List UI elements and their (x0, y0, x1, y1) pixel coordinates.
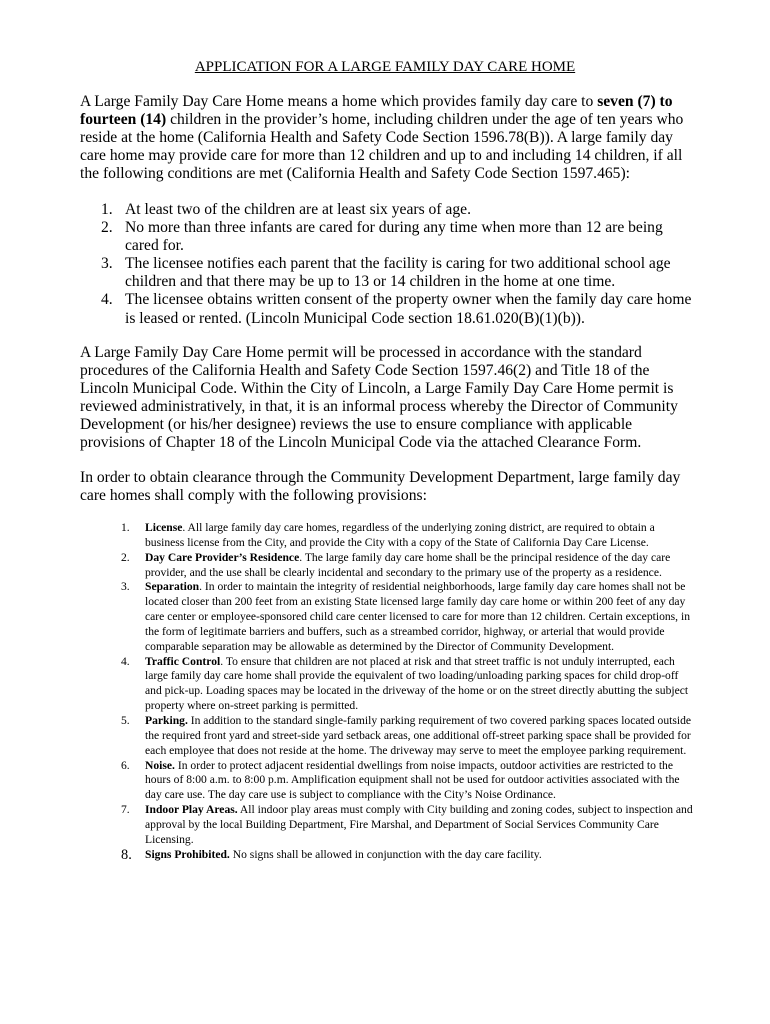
list-item (80, 848, 696, 863)
provision-heading: License (145, 521, 183, 534)
provision-text: . To ensure that children are not placed at risk and that street traffic is not unduly interrupted, each large family day care home shall provide the equivalent of two loading/unloading parking spaces for child drop-off and pick-up. Loading spaces may be located in the driveway of the home or on the street directly abutting the subject property where on-street parking is permitted. (145, 654, 689, 713)
list-number: 5. (121, 713, 130, 727)
clearance-paragraph: In order to obtain clearance through the Community Development Department, large family day care homes shall comply with the following provisions: (80, 469, 681, 505)
list-item (80, 759, 696, 804)
provision-text: In addition to the standard single-family parking requirement of two covered parking spaces located outside the required front yard and street-side yard setback areas, one additional off-street parking space shall be provided for each employee that does not reside at the home. The driveway may serve to meet the employee parking requirement. (145, 713, 692, 757)
list-item (80, 201, 696, 219)
provision-heading: Noise. (145, 758, 175, 772)
list-item (80, 655, 696, 714)
provision-text: In order to protect adjacent residential dwellings from noise impacts, outdoor activities are restricted to the hours of 8:00 a.m. to 8:00 p.m. Amplification equipment shall not be used for outdoor activities associated with the day care use. The day care use is subject to compliance with the City’s Noise Ordinance. (145, 758, 680, 802)
list-text: No more than three infants are cared for during any time when more than 12 are being cared for. (125, 219, 663, 255)
list-number: 8. (121, 846, 132, 863)
provision-heading: Traffic Control (145, 654, 221, 668)
list-item (80, 551, 696, 581)
provision-text: . All large family day care homes, regardless of the underlying zoning district, are required to obtain a business license from the City, and provide the City with a copy of the State of California Day Care License. (145, 521, 655, 549)
provision-heading: Signs Prohibited. (145, 847, 230, 861)
provision-text: All indoor play areas must comply with City building and zoning codes, subject to inspection and approval by the local Building Department, Fire Marshal, and Department of Social Services Community Care Licensing. (145, 803, 693, 846)
list-item (80, 714, 696, 759)
list-number: 3. (121, 580, 130, 594)
list-number: 2. (121, 550, 130, 564)
provision-text: No signs shall be allowed in conjunction with the day care facility. (229, 847, 542, 861)
list-item (80, 521, 696, 551)
permit-paragraph: A Large Family Day Care Home permit will be processed in accordance with the standard procedures of the California Health and Safety Code Section 1597.46(2) and Title 18 of the Lincoln Municipal Code. Within the City of Lincoln, a Large Family Day Care Home permit is reviewed administratively, in that, it is an informal process whereby the Director of Community Development (or his/her designee) reviews the use to ensure compliance with applicable provisions of Chapter 18 of the Lincoln Municipal Code via the attached Clearance Form. (80, 344, 678, 452)
provision-heading: Day Care Provider’s Residence (145, 550, 300, 564)
list-number: 1. (121, 521, 130, 534)
list-text: The licensee obtains written consent of the property owner when the family day care home is leased or rented. (Lincoln Municipal Code section 18.61.020(B)(1)(b)). (125, 291, 692, 327)
conditions-list (80, 201, 696, 328)
list-item (80, 803, 696, 848)
list-number: 7. (121, 803, 130, 817)
list-number: 6. (121, 758, 130, 772)
list-item (80, 255, 696, 291)
list-item (80, 580, 696, 654)
provisions-list (80, 521, 696, 862)
provision-heading: Separation (145, 580, 200, 594)
intro-text-part2: children in the provider’s home, including children under the age of ten years who reside at the home (California Health and Safety Code Section 1596.78(B)). A large family day care home may provide care for more than 12 children and up to and including 14 children, if all the following conditions are met (California Health and Safety Code Section 1597.465): (80, 111, 684, 183)
intro-bold-range: seven (7) to fourteen (14) (80, 93, 673, 129)
intro-paragraph (80, 93, 696, 183)
list-number: 4. (101, 291, 113, 309)
list-number: 1. (101, 201, 113, 218)
list-item (80, 291, 696, 327)
list-text: The licensee notifies each parent that the facility is caring for two additional school age children and that there may be up to 13 or 14 children in the home at one time. (125, 255, 671, 291)
provision-heading: Parking. (145, 713, 188, 727)
intro-text-part1: A Large Family Day Care Home means a home which provides family day care to (80, 93, 598, 110)
list-number: 2. (101, 219, 113, 237)
provision-text: . In order to maintain the integrity of residential neighborhoods, large family day care homes shall not be located closer than 200 feet from an existing State licensed large family day care home or within 200 feet of any day care center or employee-sponsored child care center licensed to care for more than 12 children. Certain exceptions, in the form of legitimate barriers and buffers, such as a streambed corridor, highway, or arterial that would provide comparable separation may be allowable as determined by the Director of Community Development. (145, 580, 690, 653)
list-number: 3. (101, 255, 113, 273)
list-number: 4. (121, 654, 130, 668)
page-title: APPLICATION FOR A LARGE FAMILY DAY CARE HOME (194, 59, 576, 75)
provision-text: . The large family day care home shall be the principal residence of the day care provider, and the use shall be clearly incidental and secondary to the primary use of the property as a residence. (145, 550, 671, 579)
list-text: At least two of the children are at least six years of age. (125, 201, 471, 218)
list-item (80, 219, 696, 255)
provision-heading: Indoor Play Areas. (145, 803, 238, 817)
